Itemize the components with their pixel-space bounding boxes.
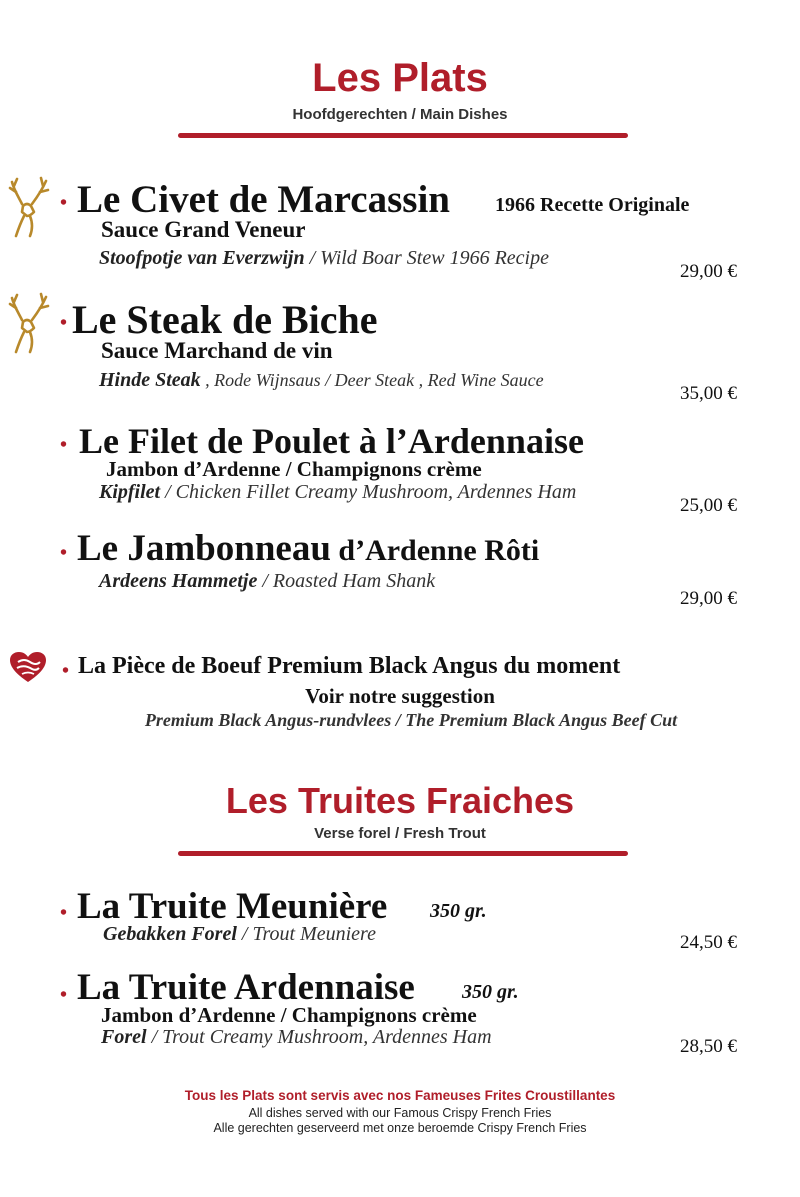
dish-description: [99, 369, 544, 392]
section-subtitle-plats: Hoofdgerechten / Main Dishes: [292, 106, 508, 123]
dish-price: 35,00 €: [680, 383, 737, 404]
dish-sauce: Jambon d’Ardenne / Champignons crème: [101, 1003, 477, 1027]
special-description: Premium Black Angus-rundvlees / The Premium Black Angus Beef Cut: [144, 710, 678, 730]
dish-weight: 350 gr.: [430, 900, 487, 922]
special-note: Voir notre suggestion: [305, 684, 495, 708]
deer-icon: [8, 176, 50, 238]
bullet: •: [60, 434, 68, 456]
dish-name: Le Steak de Biche: [72, 297, 378, 342]
special-name: La Pièce de Boeuf Premium Black Angus du moment: [78, 653, 621, 679]
bullet: •: [60, 542, 68, 564]
bullet: •: [62, 660, 70, 682]
dish-description: [103, 923, 376, 946]
bullet: •: [60, 984, 68, 1006]
dish-sauce: Sauce Marchand de vin: [101, 338, 333, 363]
dish-name: [77, 527, 539, 570]
section-title-truites: Les Truites Fraiches: [225, 780, 575, 821]
dish-sauce: Jambon d’Ardenne / Champignons crème: [106, 457, 482, 481]
dish-name: La Truite Ardennaise: [77, 967, 415, 1008]
section-subtitle-truites: Verse forel / Fresh Trout: [314, 825, 486, 842]
dish-desc-nl: Forel: [101, 1026, 147, 1048]
dish-price: 28,50 €: [680, 1036, 737, 1057]
bullet: •: [60, 192, 68, 214]
dish-desc-en: / Trout Meuniere: [236, 923, 376, 945]
dish-price: 25,00 €: [680, 495, 737, 516]
dish-price: 24,50 €: [680, 932, 737, 953]
deer-icon: [8, 292, 50, 354]
dish-desc-nl: Stoofpotje van Everzwijn: [99, 247, 305, 269]
dish-desc-nl: Hinde Steak: [99, 369, 201, 391]
footer-line-en: All dishes served with our Famous Crispy French Fries: [248, 1106, 552, 1120]
dish-description: [99, 570, 435, 593]
dish-desc-en: / Roasted Ham Shank: [257, 570, 436, 592]
bullet: •: [60, 902, 68, 924]
footer-line-nl: Alle gerechten geserveerd met onze beroemde Crispy French Fries: [213, 1121, 587, 1135]
dish-weight: 350 gr.: [462, 981, 519, 1003]
dish-desc-en: / Chicken Fillet Creamy Mushroom, Ardennes Ham: [160, 481, 577, 503]
heart-meat-icon: [8, 650, 48, 684]
dish-name-suffix: d’Ardenne Rôti: [330, 534, 540, 567]
section-divider: [178, 133, 628, 138]
dish-desc-en: / Trout Creamy Mushroom, Ardennes Ham: [146, 1026, 492, 1048]
dish-desc-nl: Kipfilet: [99, 481, 161, 503]
dish-description: [99, 247, 549, 270]
dish-desc-en: , Rode Wijnsaus / Deer Steak , Red Wine Sauce: [200, 370, 544, 390]
dish-name: Le Civet de Marcassin: [77, 178, 450, 221]
dish-name-main: Le Jambonneau: [77, 528, 331, 569]
dish-description: [99, 481, 576, 504]
dish-name: La Truite Meunière: [77, 886, 388, 927]
dish-description: [101, 1026, 492, 1049]
dish-desc-en: / Wild Boar Stew 1966 Recipe: [304, 247, 549, 269]
bullet: •: [60, 312, 68, 334]
dish-price: 29,00 €: [680, 261, 737, 282]
dish-desc-nl: Gebakken Forel: [103, 923, 237, 945]
section-divider: [178, 851, 628, 856]
dish-sauce: Sauce Grand Veneur: [101, 217, 306, 242]
dish-tag: 1966 Recette Originale: [495, 194, 690, 216]
section-title-plats: Les Plats: [312, 56, 488, 100]
dish-name: Le Filet de Poulet à l’Ardennaise: [79, 421, 584, 461]
dish-price: 29,00 €: [680, 588, 737, 609]
footer-line-fr: Tous les Plats sont servis avec nos Fameuses Frites Croustillantes: [184, 1088, 616, 1103]
dish-desc-nl: Ardeens Hammetje: [99, 570, 258, 592]
